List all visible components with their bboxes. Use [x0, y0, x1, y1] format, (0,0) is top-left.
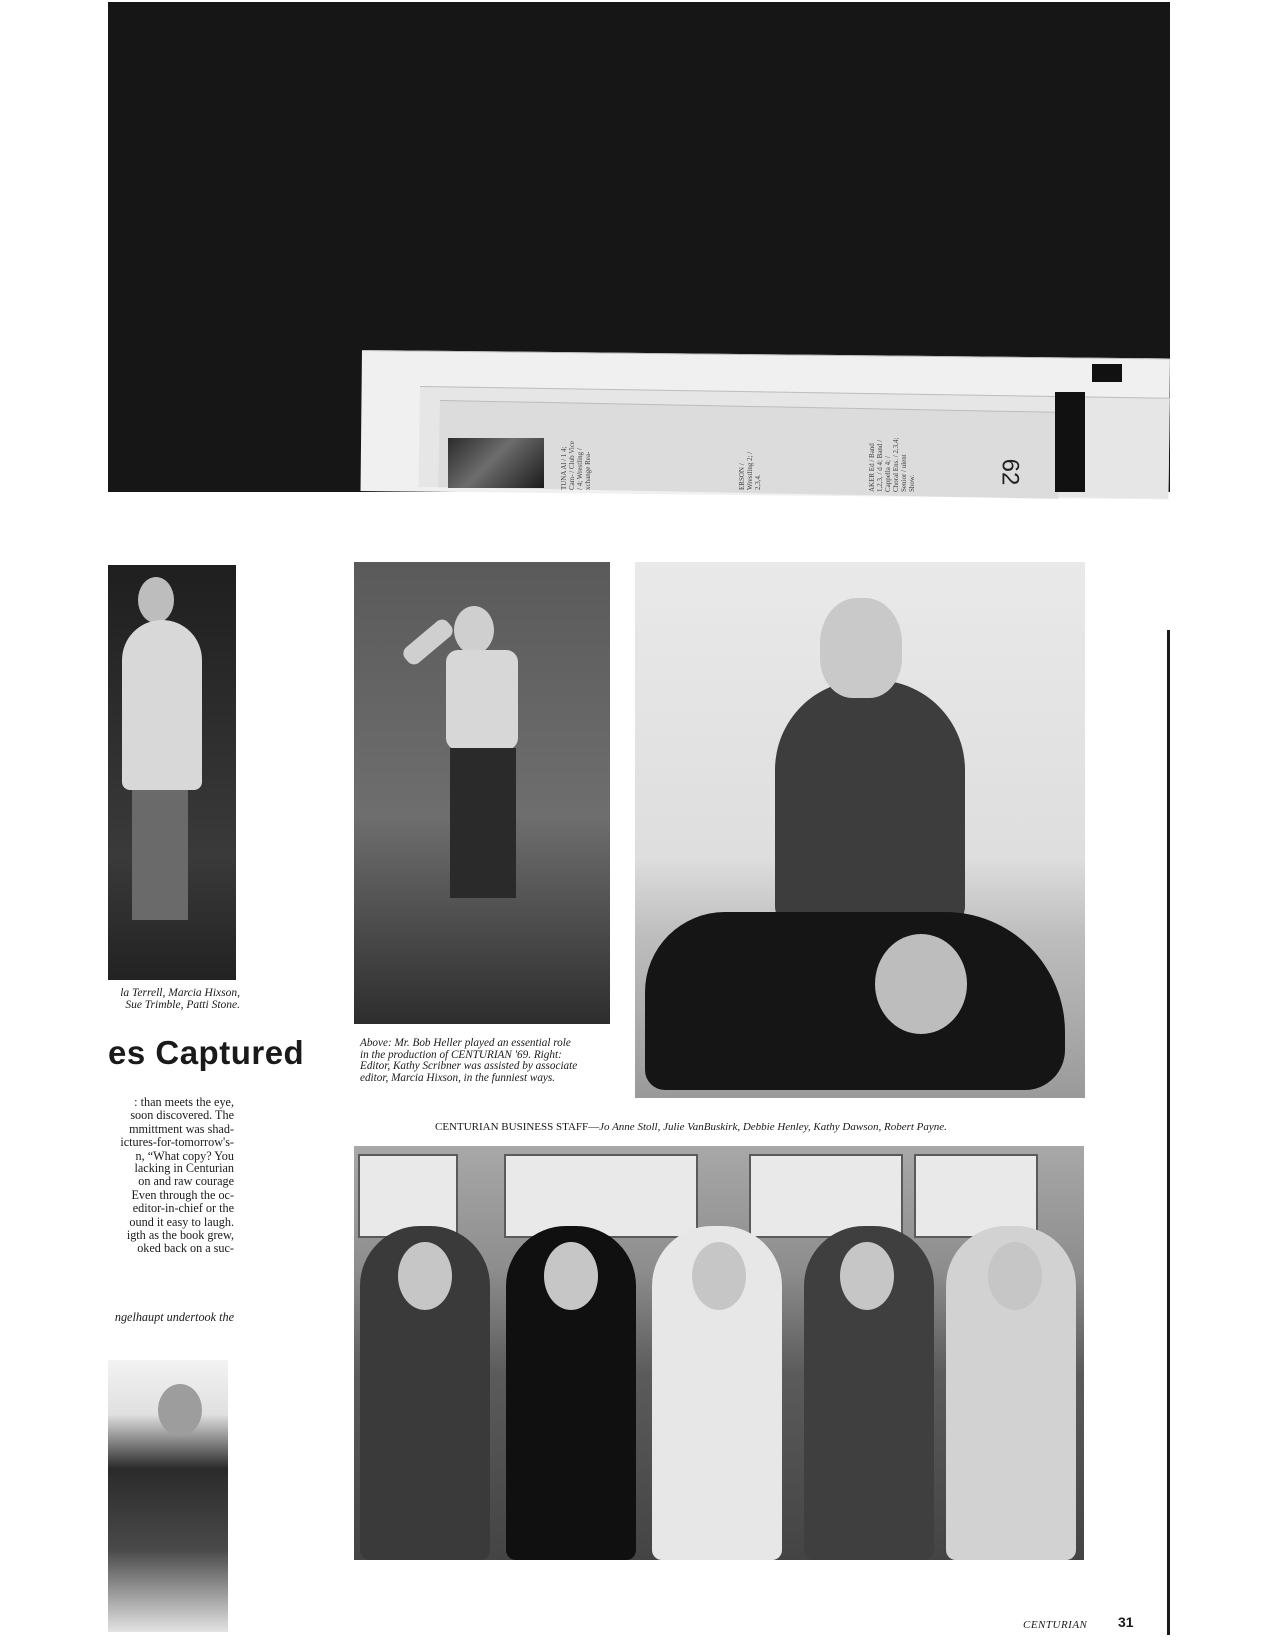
person-head: [988, 1242, 1042, 1310]
person-head: [138, 577, 174, 623]
person-head: [840, 1242, 894, 1310]
photo-editors: [635, 562, 1085, 1098]
photo-business-staff: [354, 1146, 1084, 1560]
text-line: soon discovered. The: [130, 1108, 234, 1123]
caption-line: in the production of CENTURIAN '69. Right:: [360, 1048, 562, 1061]
article-paragraph-3: [110, 1311, 234, 1324]
person-head: [544, 1242, 598, 1310]
left-photo-caption: [110, 987, 240, 1011]
photo-bob-heller: [354, 562, 610, 1024]
person-head: [875, 934, 967, 1034]
text-line: n, “What copy? You: [135, 1148, 234, 1163]
text-line: mmittment was shad-: [129, 1121, 234, 1136]
overlay-rotated-text: TUNA Al / 1 4; Cam- / Club Vice / 4; Wrestling / xchange Rea-: [560, 440, 592, 490]
caption-line: Above: Mr. Bob Heller played an essential role: [360, 1037, 571, 1049]
person-head: [398, 1242, 452, 1310]
staff-photo-caption: [435, 1121, 947, 1133]
person-dress: [122, 620, 202, 790]
text-line: ound it easy to laugh.: [129, 1214, 234, 1229]
bulletin-board: [504, 1154, 698, 1238]
caption-line: la Terrell, Marcia Hixson,: [120, 987, 240, 999]
person-legs: [132, 790, 188, 920]
footer-publication-name: CENTURIAN: [1023, 1619, 1088, 1631]
heller-photo-caption: [360, 1038, 610, 1084]
person-head: [820, 598, 902, 698]
person-head: [454, 606, 494, 654]
bulletin-board: [358, 1154, 458, 1238]
text-line: ngelhaupt undertook the: [114, 1310, 234, 1324]
overlay-thumbnail-photo: [448, 438, 544, 488]
page-edge-line: [1167, 630, 1170, 1635]
caption-line: editor, Marcia Hixson, in the funniest ways.: [360, 1071, 556, 1084]
article-headline: es Captured: [108, 1034, 305, 1071]
overlay-rotated-text: ERSON / Wrestling 2; / 2,3,4.: [738, 451, 762, 490]
footer-page-number: 31: [1118, 1614, 1134, 1630]
text-line: lacking in Centurian: [134, 1161, 234, 1175]
overlay-page-number: 62: [996, 458, 1024, 486]
left-photo-girl: [108, 565, 236, 980]
text-line: ictures-for-tomorrow's-: [120, 1135, 234, 1150]
person-sweater: [775, 680, 965, 930]
article-paragraph-1: [110, 1096, 234, 1163]
text-line: igth as the book grew,: [126, 1228, 234, 1243]
staff-caption-label: CENTURIAN BUSINESS STAFF—: [435, 1121, 600, 1133]
person-legs: [450, 748, 516, 898]
caption-line: Sue Trimble, Patti Stone.: [125, 999, 240, 1011]
text-line: oked back on a suc-: [137, 1241, 234, 1256]
page-tab-marker: [1055, 430, 1085, 492]
staff-caption-names: Jo Anne Stoll, Julie VanBuskirk, Debbie Henley, Kathy Dawson, Robert Payne.: [599, 1121, 947, 1133]
person-head: [158, 1384, 202, 1436]
text-line: : than meets the eye,: [134, 1095, 234, 1109]
page-tab-marker: [1092, 364, 1122, 382]
text-line: editor-in-chief or the: [132, 1201, 234, 1216]
caption-line: Editor, Kathy Scribner was assisted by associate: [360, 1060, 578, 1073]
overlay-rotated-text: AKER Ed / Band 1,2,3, / d 4; Band / Cappella 4; / Choral Ens. / 2,3,4; Senior / ulent Show.: [868, 437, 916, 492]
text-line: on and raw courage: [138, 1174, 234, 1189]
text-line: Even through the oc-: [131, 1187, 234, 1202]
bear-costume: [645, 912, 1065, 1090]
left-photo-bottom: [108, 1360, 228, 1632]
person-head: [692, 1242, 746, 1310]
person-shirt: [446, 650, 518, 750]
article-paragraph-2: [110, 1162, 234, 1256]
